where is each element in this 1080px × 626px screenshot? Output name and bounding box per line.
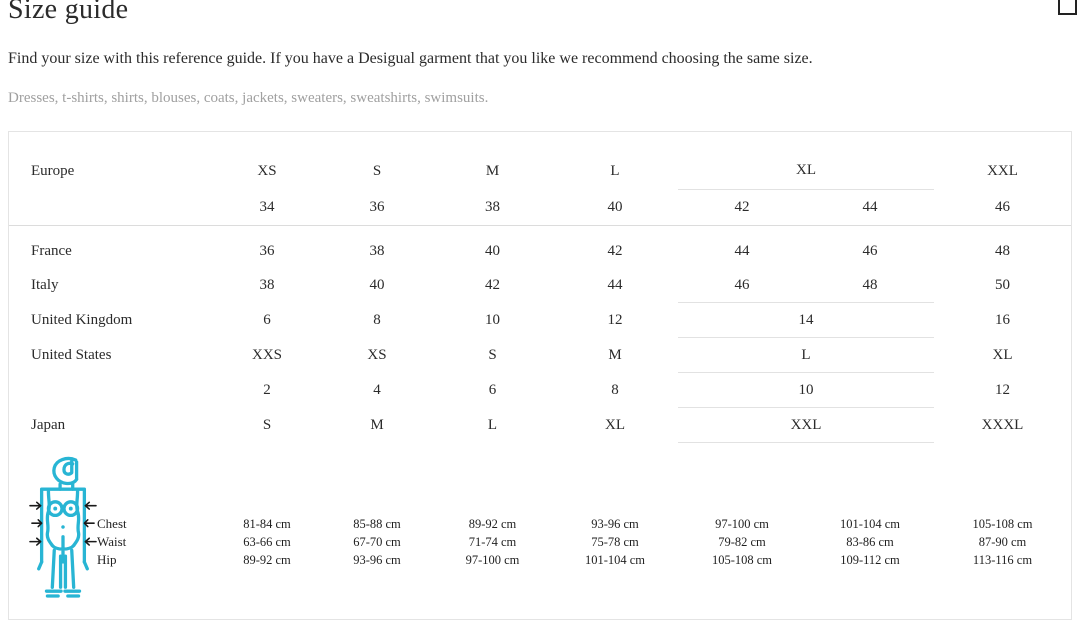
measurement-value: 75-78 cm (591, 534, 639, 549)
region-label: Japan (31, 416, 66, 433)
size-row (9, 190, 1071, 226)
measurement-value: 105-108 cm (711, 552, 773, 567)
size-cell: S (262, 416, 272, 433)
measurement-label: Waist (97, 534, 127, 549)
size-cell: L (610, 162, 620, 179)
size-cell: 44 (734, 242, 750, 259)
size-row (9, 338, 1071, 373)
size-cell: 6 (488, 381, 497, 398)
measurement-value: 63-66 cm (243, 534, 291, 549)
measurement-label: Chest (97, 516, 127, 531)
size-cell: 50 (995, 276, 1010, 293)
size-row (9, 132, 1071, 190)
size-row (9, 373, 1071, 408)
size-cell: M (370, 416, 384, 433)
size-cell: XL (605, 416, 625, 433)
region-label: Italy (31, 276, 59, 293)
measurement-row (9, 551, 1071, 569)
size-cell: 42 (485, 276, 500, 293)
region-label: United Kingdom (31, 311, 133, 328)
measurement-value: 89-92 cm (468, 516, 517, 531)
measurement-row (9, 533, 1071, 551)
size-cell: 12 (995, 381, 1010, 398)
size-cell: M (608, 346, 622, 363)
size-cell: 36 (259, 242, 275, 259)
size-guide-panel (8, 131, 1072, 620)
size-cell: 42 (607, 242, 623, 259)
measurement-value: 89-92 cm (243, 552, 291, 567)
category-list: Dresses, t-shirts, shirts, blouses, coats, jackets, sweaters, sweatshirts, swimsuits. (8, 90, 489, 106)
spacer-cell (9, 226, 1071, 235)
size-cell: XXS (251, 346, 282, 363)
size-cell: M (485, 162, 500, 179)
size-cell: 46 (734, 276, 750, 293)
measurement-label: Hip (97, 552, 117, 567)
size-cell: 42 (678, 190, 806, 226)
measurement-value: 79-82 cm (718, 534, 766, 549)
size-cell: 6 (263, 311, 271, 328)
measurement-value: 101-104 cm (584, 552, 646, 567)
size-cell: 48 (995, 242, 1010, 259)
measurement-value: 81-84 cm (243, 516, 291, 531)
size-row (9, 268, 1071, 303)
size-cell: 46 (862, 242, 878, 259)
size-cell: XS (257, 162, 277, 179)
size-cell: 48 (862, 276, 878, 293)
size-cell: XL (992, 346, 1013, 363)
size-cell: 12 (607, 311, 623, 328)
measurement-value: 67-70 cm (353, 534, 401, 549)
measurement-value: 87-90 cm (978, 534, 1027, 549)
size-cell: 38 (259, 276, 275, 293)
measurement-value: 93-96 cm (353, 552, 401, 567)
size-cell: XL (678, 132, 934, 190)
size-cell: 34 (213, 190, 321, 226)
size-cell: 38 (369, 242, 385, 259)
size-cell: S (372, 162, 382, 179)
size-cell: 8 (611, 381, 619, 398)
measurements-table (9, 515, 1071, 569)
measurement-value: 85-88 cm (353, 516, 401, 531)
size-cell: 44 (607, 276, 623, 293)
size-cell: 2 (263, 381, 271, 398)
size-cell: XXL (987, 162, 1018, 179)
measurement-value: 71-74 cm (468, 534, 517, 549)
size-cell: 8 (373, 311, 381, 328)
measurement-value: 101-104 cm (839, 516, 901, 531)
measurement-value: 109-112 cm (840, 552, 900, 567)
measurement-value: 97-100 cm (465, 552, 520, 567)
measurement-value: 97-100 cm (715, 516, 769, 531)
size-cell: XS (367, 346, 387, 363)
size-cell: 44 (806, 190, 934, 226)
empty-label (9, 373, 213, 408)
size-row (9, 303, 1071, 338)
measurement-value: 83-86 cm (846, 534, 894, 549)
region-label: France (31, 242, 72, 259)
close-icon[interactable] (1058, 0, 1077, 15)
measurement-row (9, 515, 1071, 533)
size-cell: 36 (321, 190, 433, 226)
page-title: Size guide (8, 0, 129, 25)
size-cell: 16 (995, 311, 1010, 328)
size-cell: 4 (373, 381, 381, 398)
measurements-section (9, 426, 1071, 619)
size-cell: S (488, 346, 497, 363)
size-cell: XXXL (981, 416, 1024, 433)
empty-label (9, 190, 213, 226)
size-cell: 40 (485, 242, 500, 259)
size-cell: 40 (369, 276, 385, 293)
size-cell: L (678, 338, 934, 373)
size-cell: L (487, 416, 498, 433)
size-cell: 40 (552, 190, 678, 226)
size-cell: 38 (433, 190, 552, 226)
region-label: Europe (31, 162, 75, 179)
measurement-value: 105-108 cm (972, 516, 1033, 531)
section-spacer (9, 226, 1071, 235)
measurement-value: 113-116 cm (972, 552, 1033, 567)
intro-text: Find your size with this reference guide. If you have a Desigual garment that you like we recommend choosing the same size. (8, 50, 813, 67)
size-cell: 14 (678, 303, 934, 338)
size-cell: 46 (934, 190, 1071, 226)
size-cell: 10 (678, 373, 934, 408)
region-label: United States (31, 346, 112, 363)
size-table (9, 132, 1071, 443)
size-cell: 10 (485, 311, 500, 328)
size-cell: XXL (678, 408, 934, 443)
measurement-value: 93-96 cm (591, 516, 639, 531)
size-row (9, 234, 1071, 268)
